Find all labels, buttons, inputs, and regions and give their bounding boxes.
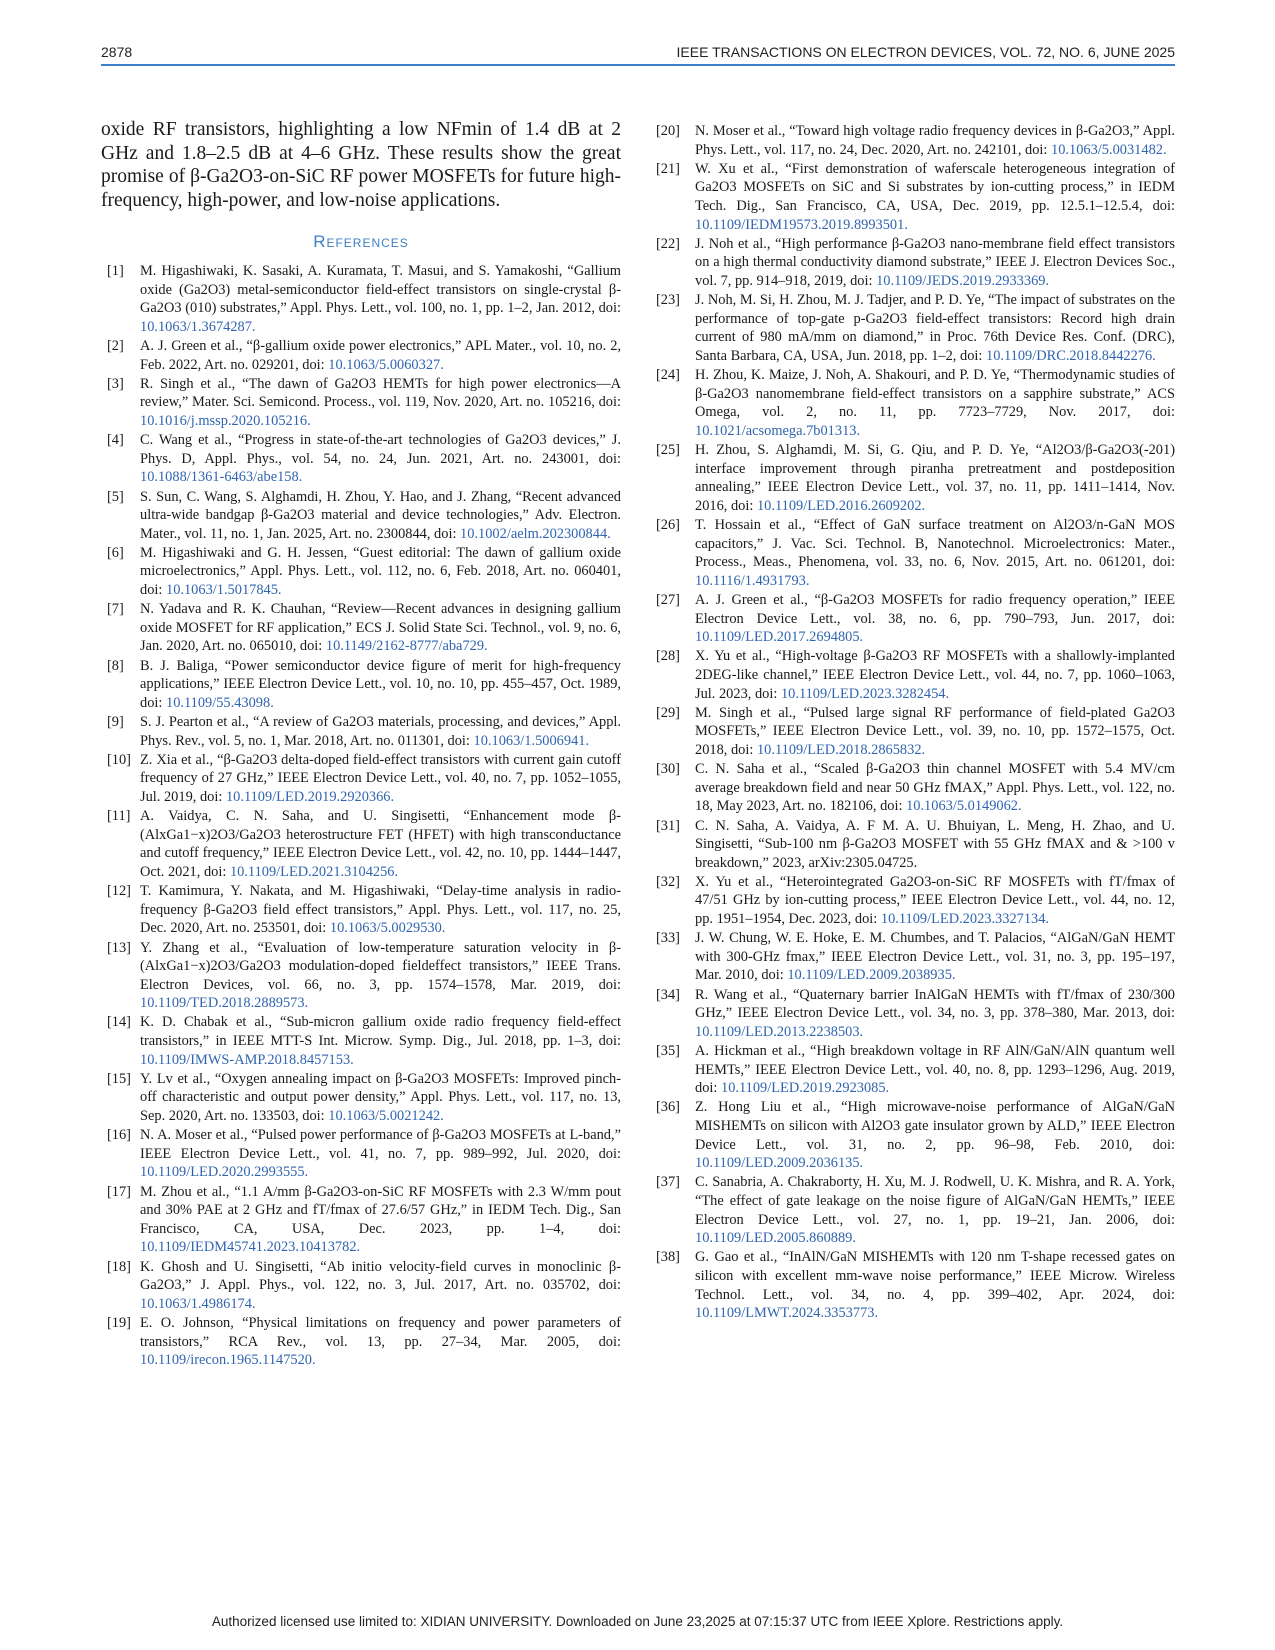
- doi-link[interactable]: 10.1109/LED.2023.3282454.: [780, 685, 950, 702]
- doi-link[interactable]: 10.1149/2162-8777/aba729.: [325, 638, 488, 655]
- reference-number: [6]: [107, 544, 124, 561]
- reference-text: M. Higashiwaki, K. Sasaki, A. Kuramata, T. Masui, and S. Yamakoshi, “Gallium oxide (Ga2O3) metal-semiconductor field-effect transistors on single-crystal β-Ga2O3 (010) substrates,” Appl. Phys. Lett., vol. 100, no. 1, pp. 1–2, Jan. 2012, doi:: [140, 263, 621, 317]
- doi-link[interactable]: 10.1021/acsomega.7b01313.: [695, 422, 861, 439]
- reference-item: [656, 1173, 1175, 1247]
- reference-number: [23]: [656, 292, 680, 309]
- reference-text: M. Higashiwaki and G. H. Jessen, “Guest editorial: The dawn of gallium oxide microelectronics,” Appl. Phys. Lett., vol. 112, no. 6, Feb. 2018, Art. no. 060401, doi:: [140, 544, 621, 599]
- doi-link[interactable]: 10.1063/5.0021242.: [328, 1108, 444, 1125]
- footer-license: Authorized licensed use limited to: XIDIAN UNIVERSITY. Downloaded on June 23,2025 at 07:15:37 UTC from IEEE Xplore. Restrictions apply.: [211, 1614, 1064, 1629]
- doi-link[interactable]: 10.1109/LED.2017.2694805.: [695, 629, 864, 646]
- reference-text: G. Gao et al., “InAlN/GaN MISHEMTs with 120 nm T-shape recessed gates on silicon with excellent mm-wave noise performance,” IEEE Microw. Wireless Technol. Lett., vol. 34, no. 4, pp. 399–402, Apr. 2024, doi:: [695, 1249, 1175, 1303]
- reference-number: [7]: [107, 601, 124, 618]
- left-column: [101, 118, 621, 1370]
- doi-link[interactable]: 10.1063/1.5017845.: [166, 582, 282, 599]
- reference-text: C. N. Saha et al., “Scaled β-Ga2O3 thin channel MOSFET with 5.4 MV/cm average breakdown field and near 50 GHz fMAX,” Appl. Phys. Lett., vol. 122, no. 18, May 2023, Art. no. 182106, doi:: [695, 761, 1175, 815]
- reference-item: [101, 751, 621, 807]
- reference-text: C. Wang et al., “Progress in state-of-the-art technologies of Ga2O3 devices,” J. Phys. D, Appl. Phys., vol. 54, no. 24, Jun. 2021, Art. no. 243001, doi:: [140, 432, 621, 467]
- doi-link[interactable]: 10.1109/LED.2009.2036135.: [695, 1155, 864, 1172]
- reference-text: M. Singh et al., “Pulsed large signal RF performance of field-plated Ga2O3 MOSFETs,” IEEE Electron Device Lett., vol. 39, no. 10, pp. 1572–1575, Oct. 2018, doi:: [695, 704, 1175, 758]
- reference-number: [27]: [656, 592, 680, 608]
- reference-number: [20]: [656, 123, 680, 139]
- reference-number: [33]: [656, 930, 680, 947]
- reference-text: H. Zhou, K. Maize, J. Noh, A. Shakouri, and P. D. Ye, “Thermodynamic studies of β-Ga2O3 nanomembrane field-effect transistors on a sapphire substrate,” ACS Omega, vol. 2, no. 11, pp. 7723–7729, Nov. 2017, doi:: [695, 367, 1175, 421]
- doi-link[interactable]: 10.1109/TED.2018.2889573.: [140, 995, 309, 1012]
- reference-item: [656, 591, 1175, 647]
- reference-item: [101, 882, 621, 938]
- reference-text: E. O. Johnson, “Physical limitations on frequency and power parameters of transistors,” RCA Rev., vol. 13, pp. 27–34, Mar. 2005, doi:: [140, 1314, 621, 1350]
- reference-item: [656, 647, 1175, 703]
- reference-text: Z. Hong Liu et al., “High microwave-noise performance of AlGaN/GaN MISHEMTs on silicon with Al2O3 gate insulator grown by ALD,” IEEE Electron Device Lett., vol. 31, no. 2, pp. 96–98, Feb. 2010, doi:: [695, 1099, 1175, 1153]
- reference-item: [656, 1042, 1175, 1098]
- reference-number: [37]: [656, 1174, 680, 1191]
- doi-link[interactable]: 10.1063/5.0029530.: [329, 920, 446, 937]
- reference-text: C. N. Saha, A. Vaidya, A. F M. A. U. Bhuiyan, L. Meng, H. Zhao, and U. Singisetti, “Sub-100 nm β-Ga2O3 MOSFET with 55 GHz fMAX and & >100 v breakdown,” 2023, arXiv:2305.04725.: [695, 817, 1175, 871]
- reference-text: R. Singh et al., “The dawn of Ga2O3 HEMTs for high power electronics—A review,” Mater. Sci. Semicond. Process., vol. 119, Nov. 2020, Art. no. 105216, doi:: [140, 375, 621, 411]
- reference-number: [16]: [107, 1127, 131, 1144]
- reference-text: J. W. Chung, W. E. Hoke, E. M. Chumbes, and T. Palacios, “AlGaN/GaN HEMT with 300-GHz fmax,” IEEE Electron Device Lett., vol. 31, no. 3, pp. 195–197, Mar. 2010, doi:: [695, 930, 1175, 984]
- doi-link[interactable]: 10.1109/LED.2005.860889.: [695, 1230, 856, 1247]
- doi-link[interactable]: 10.1088/1361-6463/abe158.: [140, 469, 303, 486]
- reference-text: B. J. Baliga, “Power semiconductor device figure of merit for high-frequency applications,” IEEE Electron Device Lett., vol. 10, no. 10, pp. 455–457, Oct. 1989, doi:: [140, 657, 621, 711]
- doi-link[interactable]: 10.1109/LMWT.2024.3353773.: [695, 1305, 879, 1322]
- doi-link[interactable]: 10.1109/DRC.2018.8442276.: [986, 347, 1156, 364]
- reference-number: [32]: [656, 873, 680, 890]
- doi-link[interactable]: 10.1063/1.5006941.: [473, 732, 590, 749]
- reference-text: A. Vaidya, C. N. Saha, and U. Singisetti, “Enhancement mode β-(AlxGa1−x)2O3/Ga2O3 heterostructure FET (HFET) with high transconductance and cutoff frequency,” IEEE Electron Device Lett., vol. 42, no. 10, pp. 1444–1447, Oct. 2021, doi:: [140, 808, 621, 880]
- reference-text: C. Sanabria, A. Chakraborty, H. Xu, M. J. Rodwell, U. K. Mishra, and R. A. York, “The effect of gate leakage on the noise figure of AlGaN/GaN HEMTs,” IEEE Electron Device Lett., vol. 27, no. 1, pp. 19–21, Jan. 2006, doi:: [695, 1174, 1175, 1228]
- reference-number: [1]: [107, 263, 124, 279]
- doi-link[interactable]: 10.1109/LED.2020.2993555.: [140, 1164, 309, 1181]
- reference-item: [656, 366, 1175, 440]
- reference-number: [30]: [656, 761, 680, 778]
- reference-text: N. Moser et al., “Toward high voltage radio frequency devices in β-Ga2O3,” Appl. Phys. Lett., vol. 117, no. 24, Dec. 2020, Art. no. 242101, doi:: [695, 123, 1175, 158]
- doi-link[interactable]: 10.1063/5.0031482.: [1051, 141, 1167, 158]
- reference-number: [25]: [656, 442, 680, 459]
- doi-link[interactable]: 10.1109/55.43098.: [166, 694, 274, 711]
- reference-number: [9]: [107, 714, 124, 730]
- doi-link[interactable]: 10.1109/LED.2018.2865832.: [756, 741, 926, 758]
- reference-item: [656, 704, 1175, 760]
- reference-number: [26]: [656, 517, 680, 534]
- right-column: [656, 122, 1175, 1323]
- reference-item: [101, 1258, 621, 1314]
- reference-number: [29]: [656, 704, 680, 721]
- header-rule: [101, 64, 1175, 66]
- doi-link[interactable]: 10.1109/IEDM45741.2023.10413782.: [140, 1239, 361, 1256]
- reference-number: [14]: [107, 1014, 131, 1031]
- reference-item: [101, 544, 621, 600]
- reference-number: [22]: [656, 235, 680, 252]
- reference-number: [8]: [107, 657, 124, 674]
- reference-number: [18]: [107, 1258, 131, 1275]
- reference-text: K. Ghosh and U. Singisetti, “Ab initio velocity-field curves in monoclinic β-Ga2O3,” J. Appl. Phys., vol. 122, no. 3, Jul. 2017, Art. no. 035702, doi:: [140, 1258, 621, 1294]
- reference-number: [4]: [107, 432, 124, 449]
- page-header: [101, 42, 1175, 66]
- reference-text: R. Wang et al., “Quaternary barrier InAlGaN HEMTs with fT/fmax of 230/300 GHz,” IEEE Electron Device Lett., vol. 34, no. 3, pp. 378–380, Mar. 2013, doi:: [695, 986, 1175, 1022]
- reference-text: A. J. Green et al., “β-Ga2O3 MOSFETs for radio frequency operation,” IEEE Electron Device Lett., vol. 38, no. 6, pp. 790–793, Jun. 2017, doi:: [695, 592, 1175, 627]
- reference-number: [13]: [107, 939, 131, 956]
- reference-text: M. Zhou et al., “1.1 A/mm β-Ga2O3-on-SiC RF MOSFETs with 2.3 W/mm pout and 30% PAE at 2 GHz and fT/fmax of 27.6/57 GHz,” in IEDM Tech. Dig., San Francisco, CA, USA, Dec. 2023, pp. 1–4, doi:: [140, 1183, 621, 1237]
- reference-item: [656, 986, 1175, 1042]
- reference-item: [101, 488, 621, 544]
- reference-number: [19]: [107, 1314, 131, 1331]
- reference-number: [21]: [656, 160, 680, 177]
- reference-item: [101, 1070, 621, 1126]
- reference-item: [101, 1013, 621, 1069]
- reference-item: [101, 1314, 621, 1370]
- doi-link[interactable]: 10.1063/1.4986174.: [140, 1295, 256, 1312]
- reference-number: [2]: [107, 337, 124, 354]
- reference-item: [101, 1183, 621, 1257]
- doi-link[interactable]: 10.1109/LED.2016.2609202.: [756, 497, 926, 514]
- reference-number: [24]: [656, 367, 680, 384]
- reference-text: Z. Xia et al., “β-Ga2O3 delta-doped field-effect transistors with current gain cutoff frequency of 27 GHz,” IEEE Electron Device Lett., vol. 40, no. 7, pp. 1052–1055, Jul. 2019, doi:: [140, 751, 621, 805]
- doi-link[interactable]: 10.1063/5.0149062.: [906, 798, 1022, 815]
- reference-text: Y. Zhang et al., “Evaluation of low-temperature saturation velocity in β-(AlxGa1−x)2O3/Ga2O3 modulation-doped fieldeffect transistors,” IEEE Trans. Electron Devices, vol. 66, no. 3, pp. 1574–1578, Mar. 2019, doi:: [140, 939, 621, 993]
- reference-text: S. J. Pearton et al., “A review of Ga2O3 materials, processing, and devices,” Appl. Phys. Rev., vol. 5, no. 1, Mar. 2018, Art. no. 011301, doi:: [140, 714, 621, 749]
- intro-paragraph: oxide RF transistors, highlighting a low NFmin of 1.4 dB at 2 GHz and 1.8–2.5 dB at 4–6 GHz. These results show the great promise of β-Ga2O3-on-SiC RF power MOSFETs for future high-frequency, high-power, and low-noise applications.: [101, 119, 621, 211]
- doi-link[interactable]: 10.1063/5.0060327.: [328, 356, 444, 373]
- reference-item: [101, 431, 621, 487]
- reference-number: [35]: [656, 1043, 680, 1059]
- reference-text: N. A. Moser et al., “Pulsed power performance of β-Ga2O3 MOSFETs at L-band,” IEEE Electron Device Lett., vol. 41, no. 7, pp. 989–992, Jul. 2020, doi:: [140, 1127, 621, 1162]
- doi-link[interactable]: 10.1109/LED.2019.2923085.: [721, 1080, 890, 1097]
- references-list-right: [656, 122, 1175, 1323]
- reference-item: [656, 760, 1175, 816]
- doi-link[interactable]: 10.1109/IEDM19573.2019.8993501.: [695, 216, 908, 233]
- reference-item: [101, 713, 621, 750]
- reference-number: [36]: [656, 1099, 680, 1116]
- reference-text: N. Yadava and R. K. Chauhan, “Review—Recent advances in designing gallium oxide MOSFET for RF application,” ECS J. Solid State Sci. Technol., vol. 9, no. 6, Jan. 2020, Art. no. 065010, doi:: [140, 601, 621, 655]
- reference-text: K. D. Chabak et al., “Sub-micron gallium oxide radio frequency field-effect transistors,” in IEEE MTT-S Int. Microw. Symp. Dig., Jul. 2018, pp. 1–3, doi:: [140, 1014, 621, 1050]
- doi-link[interactable]: 10.1109/IMWS-AMP.2018.8457153.: [140, 1051, 354, 1068]
- reference-item: [656, 929, 1175, 985]
- reference-item: [656, 122, 1175, 159]
- reference-number: [10]: [107, 751, 131, 768]
- reference-number: [11]: [107, 808, 131, 825]
- reference-number: [28]: [656, 648, 680, 665]
- doi-link[interactable]: 10.1016/j.mssp.2020.105216.: [140, 412, 311, 429]
- reference-text: J. Noh et al., “High performance β-Ga2O3 nano-membrane field effect transistors on a high thermal conductivity diamond substrate,” IEEE J. Electron Devices Soc., vol. 7, pp. 914–918, 2019, doi:: [695, 235, 1175, 289]
- references-list-left: [101, 262, 621, 1370]
- reference-item: [656, 235, 1175, 291]
- reference-item: [101, 807, 621, 881]
- doi-link[interactable]: 10.1109/irecon.1965.1147520.: [140, 1352, 316, 1369]
- reference-text: H. Zhou, S. Alghamdi, M. Si, G. Qiu, and P. D. Ye, “Al2O3/β-Ga2O3(-201) interface improvement through piranha pretreatment and postdeposition annealing,” IEEE Electron Device Lett., vol. 37, no. 11, pp. 1411–1414, Nov. 2016, doi:: [695, 442, 1175, 514]
- references-heading: References: [313, 232, 409, 251]
- reference-item: [656, 1248, 1175, 1322]
- reference-text: A. Hickman et al., “High breakdown voltage in RF AlN/GaN/AlN quantum well HEMTs,” IEEE Electron Device Lett., vol. 40, no. 8, pp. 1293–1296, Aug. 2019, doi:: [695, 1043, 1175, 1097]
- reference-item: [656, 873, 1175, 929]
- doi-link[interactable]: 10.1109/LED.2021.3104256.: [229, 863, 399, 880]
- reference-text: J. Noh, M. Si, H. Zhou, M. J. Tadjer, and P. D. Ye, “The impact of substrates on the performance of top-gate p-Ga2O3 field-effect transistors: Record high drain current of 980 mA/mm on diamond,” in Proc. 76th Device Res. Conf. (DRC), Santa Barbara, CA, USA, Jun. 2018, pp. 1–2, doi:: [695, 292, 1175, 364]
- doi-link[interactable]: 10.1116/1.4931793.: [695, 572, 810, 589]
- reference-item: [101, 262, 621, 336]
- reference-number: [34]: [656, 986, 680, 1003]
- reference-number: [17]: [107, 1183, 131, 1200]
- reference-item: [101, 600, 621, 656]
- reference-number: [15]: [107, 1070, 131, 1087]
- reference-text: Y. Lv et al., “Oxygen annealing impact on β-Ga2O3 MOSFETs: Improved pinch-off characteristic and output power density,” Appl. Phys. Lett., vol. 117, no. 13, Sep. 2020, Art. no. 133503, doi:: [140, 1070, 621, 1125]
- doi-link[interactable]: 10.1109/LED.2023.3327134.: [880, 911, 1050, 928]
- reference-text: T. Hossain et al., “Effect of GaN surface treatment on Al2O3/n-GaN MOS capacitors,” J. Vac. Sci. Technol. B, Nanotechnol. Microelectronics: Mater., Process., Meas., Phenomena, vol. 33, no. 6, Nov. 2015, Art. no. 061201, doi:: [695, 517, 1175, 571]
- reference-number: [12]: [107, 883, 131, 900]
- reference-number: [3]: [107, 375, 124, 392]
- reference-text: X. Yu et al., “Heterointegrated Ga2O3-on-SiC RF MOSFETs with fT/fmax of 47/51 GHz by ion-cutting process,” IEEE Electron Device Lett., vol. 44, no. 12, pp. 1951–1954, Dec. 2023, doi:: [695, 873, 1175, 928]
- reference-item: [101, 939, 621, 1013]
- reference-text: A. J. Green et al., “β-gallium oxide power electronics,” APL Mater., vol. 10, no. 2, Feb. 2022, Art. no. 029201, doi:: [140, 337, 621, 373]
- doi-link[interactable]: 10.1063/1.3674287.: [140, 318, 256, 335]
- doi-link[interactable]: 10.1109/JEDS.2019.2933369.: [876, 272, 1050, 289]
- doi-link[interactable]: 10.1109/LED.2013.2238503.: [695, 1023, 864, 1040]
- reference-item: [656, 160, 1175, 234]
- page-number: 2878: [101, 44, 133, 60]
- reference-item: [656, 441, 1175, 515]
- reference-item: [101, 1126, 621, 1182]
- doi-link[interactable]: 10.1109/LED.2019.2920366.: [225, 788, 395, 805]
- journal-title: IEEE TRANSACTIONS ON ELECTRON DEVICES, VOL. 72, NO. 6, JUNE 2025: [676, 44, 1175, 60]
- reference-text: T. Kamimura, Y. Nakata, and M. Higashiwaki, “Delay-time analysis in radio-frequency β-Ga2O3 field effect transistors,” Appl. Phys. Lett., vol. 117, no. 25, Dec. 2020, Art. no. 253501, doi:: [140, 883, 621, 937]
- reference-text: W. Xu et al., “First demonstration of waferscale heterogeneous integration of Ga2O3 MOSFETs on SiC and Si substrates by ion-cutting process,” in IEDM Tech. Dig., San Francisco, CA, USA, Dec. 2019, pp. 12.5.1–12.5.4, doi:: [695, 160, 1175, 214]
- reference-item: [101, 375, 621, 431]
- reference-item: [101, 657, 621, 713]
- reference-text: S. Sun, C. Wang, S. Alghamdi, H. Zhou, Y. Hao, and J. Zhang, “Recent advanced ultra-wide bandgap β-Ga2O3 material and device technologies,” Adv. Electron. Mater., vol. 11, no. 1, Jan. 2025, Art. no. 2300844, doi:: [140, 488, 621, 542]
- reference-text: X. Yu et al., “High-voltage β-Ga2O3 RF MOSFETs with a shallowly-implanted 2DEG-like channel,” IEEE Electron Device Lett., vol. 44, no. 7, pp. 1060–1063, Jul. 2023, doi:: [695, 648, 1175, 702]
- doi-link[interactable]: 10.1109/LED.2009.2038935.: [787, 967, 956, 984]
- reference-item: [656, 291, 1175, 365]
- reference-item: [656, 516, 1175, 590]
- reference-number: [38]: [656, 1249, 680, 1266]
- reference-number: [31]: [656, 817, 680, 834]
- doi-link[interactable]: 10.1002/aelm.202300844.: [460, 525, 611, 542]
- reference-item: [656, 1098, 1175, 1172]
- reference-item: [101, 337, 621, 374]
- reference-number: [5]: [107, 488, 124, 505]
- reference-item: [656, 817, 1175, 873]
